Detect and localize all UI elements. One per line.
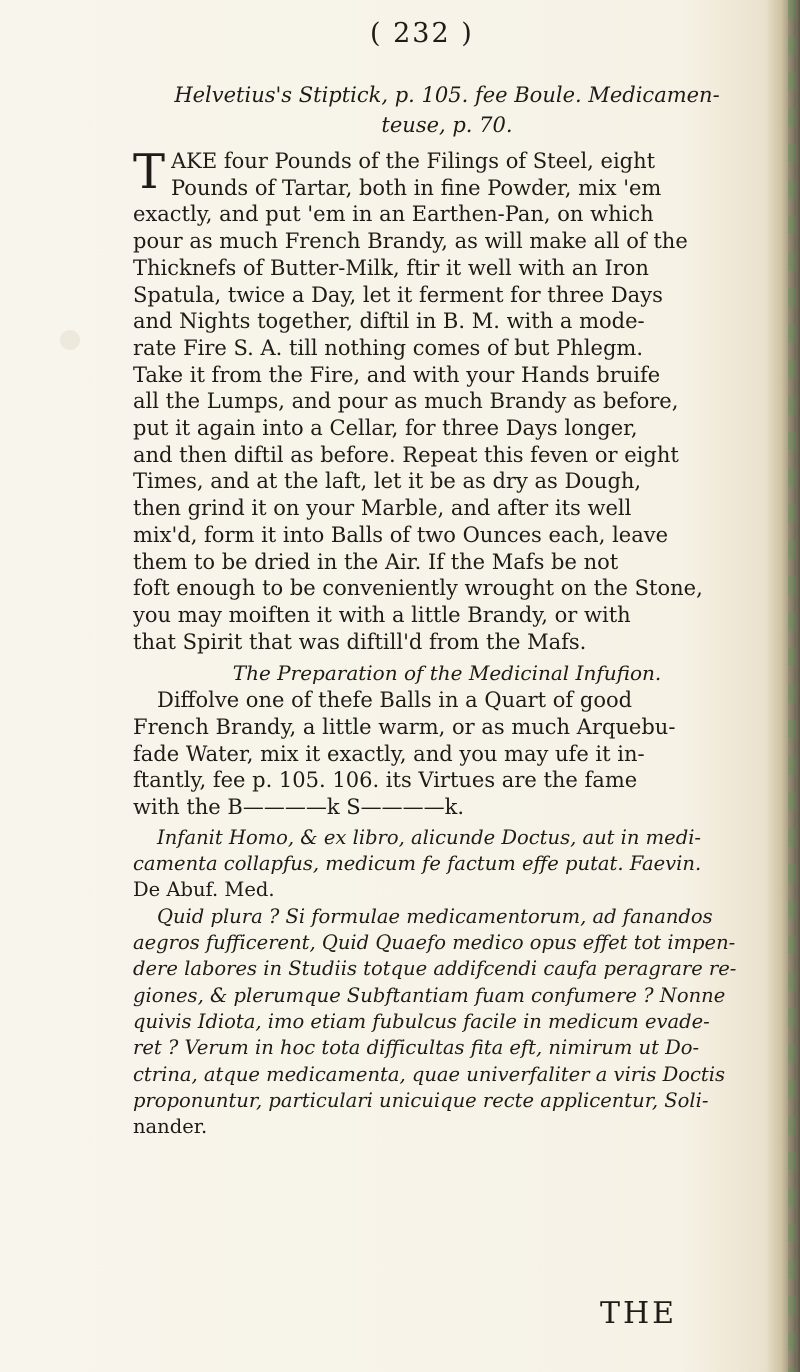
quote-line: ret ? Verum in hoc tota difficultas fita eft, nimirum ut Do-	[133, 1036, 700, 1060]
infusion-title: The Preparation of the Medicinal Infufion.	[232, 661, 662, 686]
recipe-line: pour as much French Brandy, as will make all of the	[133, 229, 688, 254]
quote-line: giones, & plerumque Subftantiam fuam confumere ? Nonne	[133, 983, 726, 1007]
recipe-line: all the Lumps, and pour as much Brandy as before,	[133, 389, 679, 414]
infusion-line: French Brandy, a little warm, or as much Arquebu-	[133, 715, 676, 740]
quote-line: dere labores in Studiis totque addifcendi caufa peragrare re-	[133, 957, 737, 981]
recipe-line: exactly, and put 'em in an Earthen-Pan, on which	[133, 202, 654, 227]
recipe-line: and Nights together, diftil in B. M. with a mode-	[133, 309, 645, 334]
heading-line-2: teuse, p. 70.	[381, 113, 513, 137]
text-block	[133, 80, 761, 1140]
recipe-line: mix'd, form it into Balls of two Ounces each, leave	[133, 522, 669, 547]
infusion-line: with the B————k S————k.	[133, 795, 465, 820]
infusion-line: ftantly, fee p. 105. 106. its Virtues are the fame	[133, 768, 638, 793]
paper-stain	[60, 330, 80, 350]
quote-line: Quid plura ? Si formulae medicamentorum, ad fanandos	[157, 904, 713, 928]
quote-line: ctrina, atque medicamenta, quae univerfaliter a viris Doctis	[133, 1062, 725, 1086]
quote-line: De Abuf. Med.	[133, 878, 275, 902]
recipe-line: then grind it on your Marble, and after its well	[133, 496, 632, 521]
recipe-line: Thicknefs of Butter-Milk, ftir it well with an Iron	[133, 255, 649, 280]
recipe-body	[133, 144, 761, 655]
page-number: ( 232 )	[370, 18, 474, 49]
infusion-line: fade Water, mix it exactly, and you may ufe it in-	[133, 741, 645, 766]
recipe-line: and then diftil as before. Repeat this feven or eight	[133, 442, 679, 467]
recipe-line: AKE four Pounds of the Filings of Steel, eight	[171, 149, 656, 173]
recipe-line: Spatula, twice a Day, let it ferment for three Days	[133, 282, 663, 307]
recipe-line: that Spirit that was diftill'd from the Mafs.	[133, 629, 587, 654]
recipe-heading	[133, 80, 761, 140]
quote-line: Infanit Homo, & ex libro, alicunde Doctus, aut in medi-	[157, 825, 702, 849]
recipe-line: foft enough to be conveniently wrought on the Stone,	[133, 576, 703, 601]
heading-line-1: Helvetius's Stiptick, p. 105. fee Boule. Medicamen-	[174, 83, 720, 107]
recipe-line: Times, and at the laft, let it be as dry as Dough,	[133, 469, 642, 494]
page-edge-binding	[788, 0, 796, 1372]
recipe-line: put it again into a Cellar, for three Days longer,	[133, 416, 638, 441]
infusion-body	[133, 687, 761, 821]
quote-line: proponuntur, particulari unicuique recte applicentur, Soli-	[133, 1088, 709, 1112]
quote-line: nander.	[133, 1115, 208, 1139]
latin-quote	[133, 825, 761, 1141]
recipe-line: Take it from the Fire, and with your Hands bruife	[133, 362, 661, 387]
quote-line: camenta collapfus, medicum fe factum effe putat. Faevin.	[133, 852, 702, 876]
quote-line: quivis Idiota, imo etiam fubulcus facile in medicum evade-	[133, 1009, 710, 1033]
quote-line: aegros fufficerent, Quid Quaefo medico opus effet tot impen-	[133, 931, 736, 955]
recipe-line: rate Fire S. A. till nothing comes of but Phlegm.	[133, 335, 643, 360]
drop-cap: T	[133, 144, 166, 200]
catch-word: THE	[600, 1296, 678, 1331]
recipe-line: them to be dried in the Air. If the Mafs be not	[133, 549, 619, 574]
infusion-line: Diffolve one of thefe Balls in a Quart of good	[157, 688, 633, 713]
recipe-line: you may moiften it with a little Brandy, or with	[133, 602, 631, 627]
recipe-line: Pounds of Tartar, both in fine Powder, mix 'em	[171, 175, 662, 200]
